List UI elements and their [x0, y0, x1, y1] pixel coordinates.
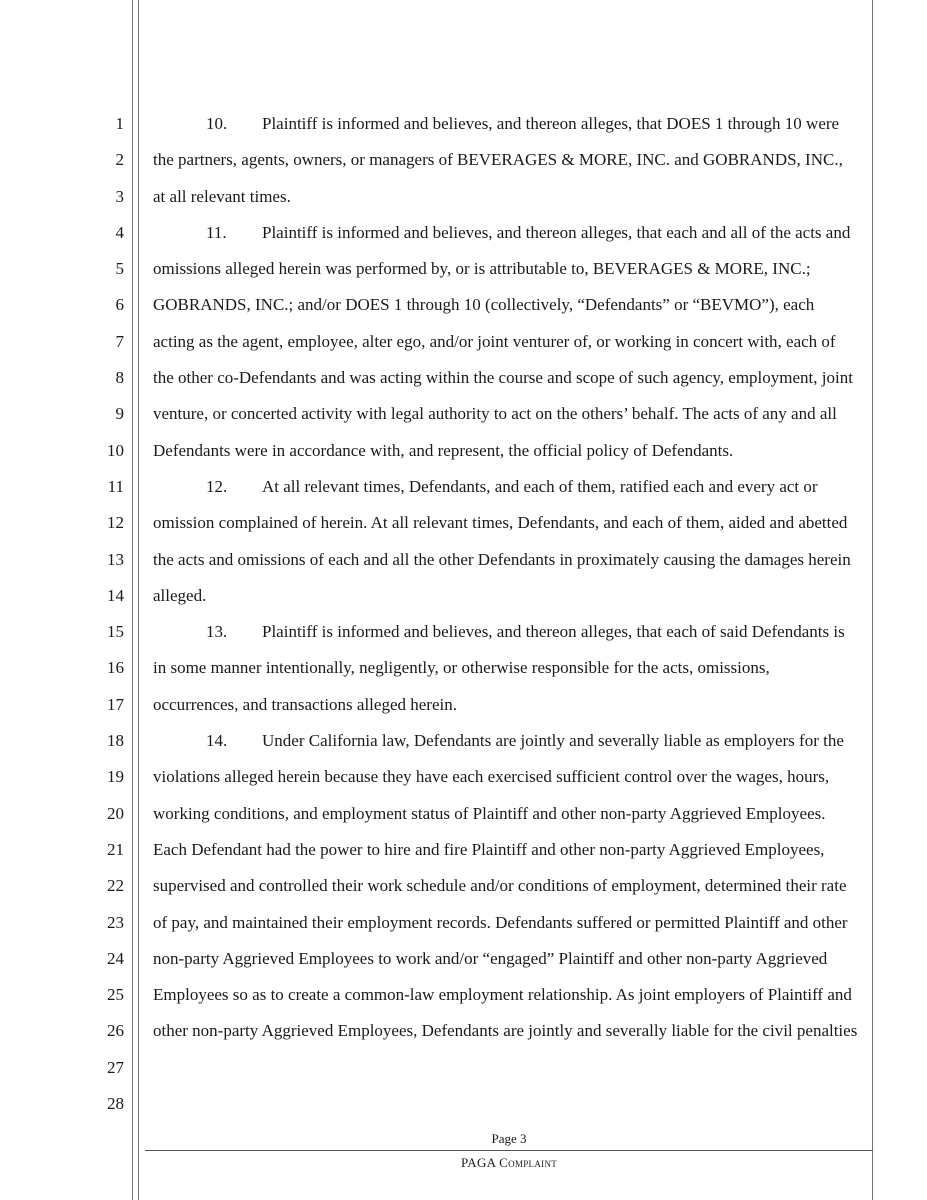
- line-number: 14: [107, 585, 124, 605]
- line-number: 4: [115, 222, 124, 242]
- paragraph-10: [153, 106, 859, 215]
- line-number: 21: [107, 839, 124, 859]
- line-number: 2: [115, 150, 124, 170]
- paragraph-number: 14.: [206, 731, 228, 751]
- line-number: 22: [107, 876, 124, 896]
- paragraph-text: Plaintiff is informed and believes, and thereon alleges, that each and all of the acts and omissions alleged herein was performed by, or is attributable to, BEVERAGES & MORE, INC.; GOBRANDS, INC.; and/or DOES 1 through 10 (collectively, “Defendants” or “BEVMO”), each acting as the agent, employee, alter ego, and/or joint venturer of, or working in concert with, each of the other co-Defendants and was acting within the course and scope of such agency, employment, joint venture, or concerted activity with legal authority to act on the others’ behalf. The acts of any and all Defendants were in accordance with, and represent, the official policy of Defendants.: [153, 222, 853, 460]
- paragraph-text: Under California law, Defendants are jointly and severally liable as employers for the violations alleged herein because they have each exercised sufficient control over the wages, hours, working conditions, and employment status of Plaintiff and other non-party Aggrieved Employees. Each Defendant had the power to hire and fire Plaintiff and other non-party Aggrieved Employees, supervised and controlled their work schedule and/or conditions of employment, determined their rate of pay, and maintained their employment records. Defendants suffered or permitted Plaintiff and other non-party Aggrieved Employees to work and/or “engaged” Plaintiff and other non-party Aggrieved Employees so as to create a common-law employment relationship. As joint employers of Plaintiff and other non-party Aggrieved Employees, Defendants are jointly and severally liable for the civil penalties: [153, 731, 858, 1041]
- pleading-line-numbers: [90, 106, 124, 1122]
- line-number: 1: [115, 114, 124, 133]
- paragraph-number: 11.: [206, 222, 227, 242]
- line-number: 7: [115, 331, 124, 351]
- line-number: 8: [115, 368, 124, 388]
- paragraph-12: [153, 469, 859, 614]
- paragraph-text: Plaintiff is informed and believes, and thereon alleges, that each of said Defendants is in some manner intentionally, negligently, or otherwise responsible for the acts, omissions, occurrences, and transactions alleged herein.: [153, 622, 845, 714]
- paragraph-14: [153, 723, 859, 1050]
- line-number: 26: [107, 1021, 124, 1041]
- paragraph-text: Plaintiff is informed and believes, and thereon alleges, that DOES 1 through 10 were the partners, agents, owners, or managers of BEVERAGES & MORE, INC. and GOBRANDS, INC., at all relevant times.: [153, 114, 843, 206]
- line-number: 3: [115, 186, 124, 206]
- line-number: 28: [107, 1094, 124, 1114]
- line-number: 13: [107, 549, 124, 569]
- complaint-body: [153, 106, 859, 1050]
- line-number: 16: [107, 658, 124, 678]
- line-number: 9: [115, 404, 124, 424]
- paragraph-number: 13.: [206, 622, 228, 642]
- line-number: 27: [107, 1057, 124, 1077]
- paragraph-text: At all relevant times, Defendants, and each of them, ratified each and every act or omission complained of herein. At all relevant times, Defendants, and each of them, aided and abetted the acts and omissions of each and all the other Defendants in proximately causing the damages herein alleged.: [153, 476, 851, 605]
- right-margin-rule: [872, 0, 873, 1200]
- paragraph-13: [153, 614, 859, 723]
- line-number: 25: [107, 985, 124, 1005]
- footer-divider: [145, 1150, 873, 1151]
- line-number: 19: [107, 767, 124, 787]
- paragraph-number: 10.: [206, 114, 228, 133]
- line-number: 15: [107, 622, 124, 642]
- line-number: 24: [107, 948, 124, 968]
- line-number: 18: [107, 731, 124, 751]
- left-margin-rule-outer: [132, 0, 133, 1200]
- paragraph-number: 12.: [206, 476, 228, 496]
- line-number: 12: [107, 513, 124, 533]
- line-number: 10: [107, 440, 124, 460]
- paragraph-11: [153, 215, 859, 469]
- line-number: 11: [107, 476, 124, 496]
- line-number: 5: [115, 259, 124, 279]
- page-number: Page 3: [491, 1131, 527, 1146]
- line-number: 23: [107, 912, 124, 932]
- line-number: 20: [107, 803, 124, 823]
- left-margin-rule-inner: [138, 0, 139, 1200]
- line-number: 17: [107, 694, 124, 714]
- line-number: 6: [115, 295, 124, 315]
- document-title: PAGA Complaint: [460, 1155, 558, 1170]
